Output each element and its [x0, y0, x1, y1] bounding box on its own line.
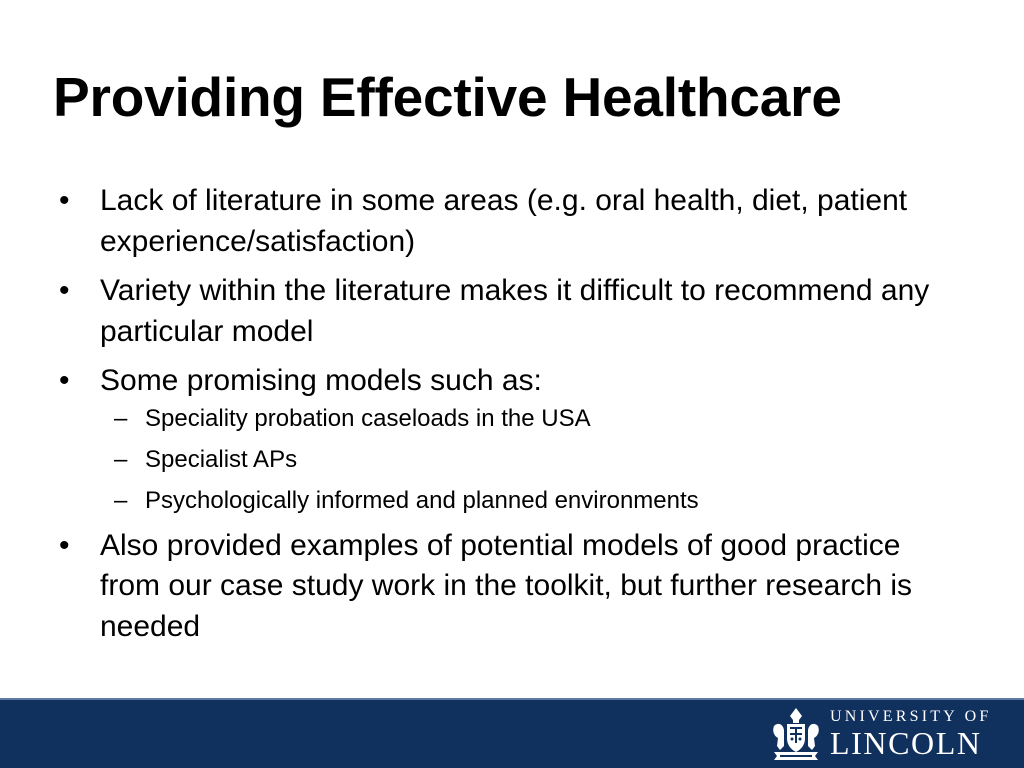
bullet-text: Lack of literature in some areas (e.g. oral health, diet, patient experience/satisfaction)	[100, 184, 908, 258]
bullet-marker: •	[59, 184, 70, 217]
sub-bullet-marker: –	[114, 445, 128, 473]
sub-bullet-item	[100, 444, 956, 476]
university-crest-icon	[768, 706, 824, 762]
logo-text-university-of: UNIVERSITY OF	[830, 708, 992, 725]
sub-bullet-marker: –	[114, 486, 128, 514]
bullet-marker: •	[59, 528, 70, 562]
bullet-item	[56, 361, 956, 517]
sub-bullet-text: Speciality probation caseloads in the USA	[145, 404, 591, 432]
sub-bullet-text: Psychologically informed and planned environments	[145, 486, 699, 514]
bullet-item	[56, 271, 956, 352]
sub-bullet-marker: –	[114, 404, 128, 432]
sub-bullet-item	[100, 485, 956, 517]
bullet-marker: •	[59, 364, 70, 397]
logo-text-lincoln: LINCOLN	[830, 725, 982, 761]
bullet-text: Variety within the literature makes it difficult to recommend any particular model	[100, 274, 930, 348]
bullet-item	[56, 181, 956, 262]
sub-bullet-list	[100, 403, 956, 517]
bullet-marker: •	[59, 274, 70, 307]
bullet-text: Some promising models such as:	[100, 364, 542, 397]
university-logo	[768, 706, 1020, 762]
bullet-text: Also provided examples of potential models of good practice from our case study work in the toolkit, but further research is needed	[100, 528, 913, 643]
sub-bullet-item	[100, 403, 956, 435]
bullet-list	[56, 181, 956, 656]
sub-bullet-text: Specialist APs	[145, 445, 298, 473]
bullet-item	[56, 526, 956, 648]
slide-title: Providing Effective Healthcare	[53, 66, 842, 128]
